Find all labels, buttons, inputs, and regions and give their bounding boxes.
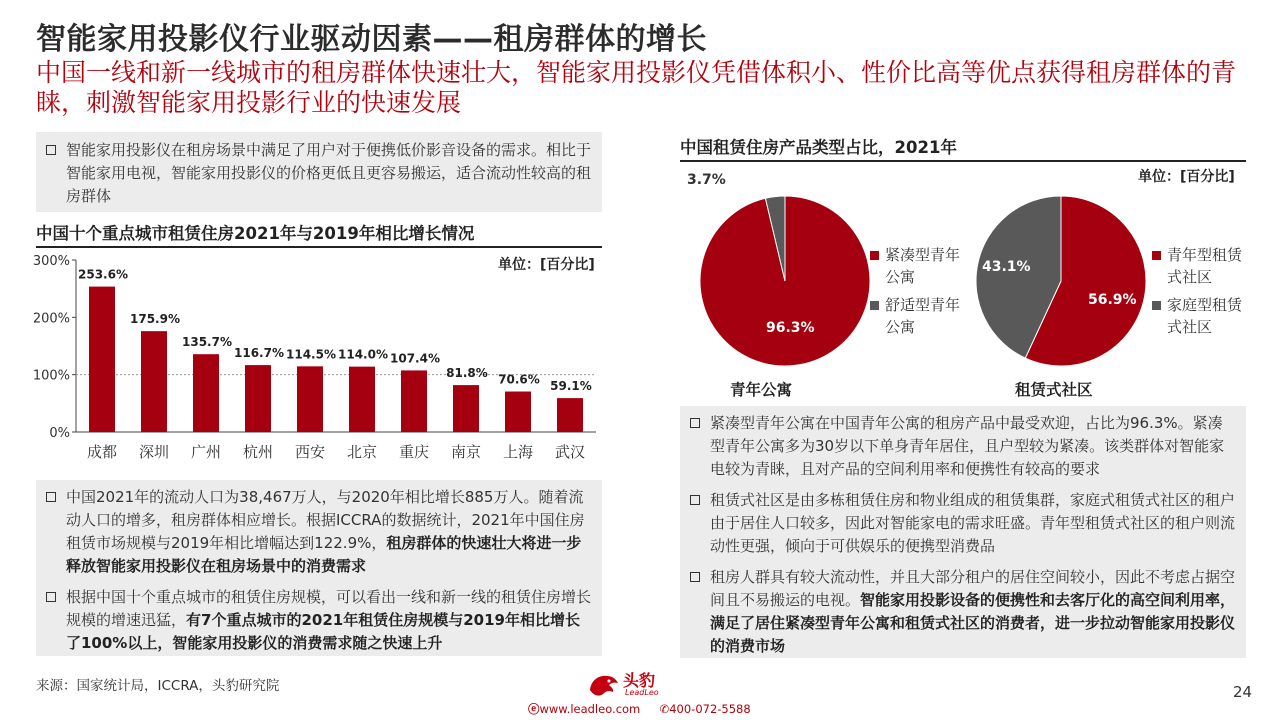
checkbox-bullet-icon: [690, 418, 700, 428]
bar-value-label: 116.7%: [234, 346, 284, 361]
y-tick-label: 200%: [32, 311, 70, 327]
x-category-label: 北京: [346, 443, 378, 461]
footer-links: [528, 701, 751, 717]
checkbox-bullet-icon: [690, 495, 700, 505]
bar-value-label: 175.9%: [130, 312, 180, 327]
legend-swatch: [1152, 251, 1161, 260]
x-category-label: 西安: [294, 443, 326, 461]
checkbox-bullet-icon: [46, 592, 56, 602]
bar-chart-title: 中国十个重点城市租赁住房2021年与2019年相比增长情况: [36, 224, 475, 243]
growth-paragraph-1-bold: 租房群体的快速壮大将进一步释放智能家用投影仪在租房场景中的消费需求: [66, 534, 582, 575]
bar-杭州: [245, 365, 271, 432]
bar-value-label: 114.0%: [338, 347, 388, 362]
bar-南京: [453, 385, 479, 432]
bar-北京: [349, 367, 375, 432]
growth-paragraph-2: [66, 586, 592, 655]
web-icon: ⓔ: [528, 702, 540, 716]
legend-swatch: [870, 301, 879, 310]
x-category-label: 重庆: [398, 443, 430, 461]
pie-chart-unit: 单位：[百分比]: [1138, 169, 1235, 185]
leopard-icon: [587, 670, 621, 700]
bar-value-label: 253.6%: [78, 267, 128, 282]
growth-analysis-box: [36, 480, 602, 656]
bar-chart-unit: 单位：[百分比]: [498, 257, 595, 273]
pie1-label-small: 3.7%: [687, 172, 726, 188]
phone-icon: ✆: [659, 702, 670, 716]
x-category-label: 上海: [502, 443, 534, 461]
checkbox-bullet-icon: [690, 572, 700, 582]
x-category-label: 成都: [86, 443, 118, 461]
checkbox-bullet-icon: [46, 492, 56, 502]
pie2-legend: [1152, 244, 1242, 344]
source-note: 来源：国家统计局，ICCRA，头豹研究院: [36, 678, 280, 694]
bar-value-label: 135.7%: [182, 335, 232, 350]
website-link[interactable]: www.leadleo.com: [539, 702, 641, 716]
legend-label: 紧凑型青年公寓: [885, 246, 961, 286]
pie2-label-small: 43.1%: [982, 259, 1031, 275]
rental-paragraph-1: 紧凑型青年公寓在中国青年公寓的租房产品中最受欢迎，占比为96.3%。紧凑型青年公寓多为30岁以下单身青年居住，且户型较为紧凑。该类群体对智能家电较为青睐，且对产品的空间利用率和便携性有较高的要求: [710, 414, 1225, 478]
legend-item: [1152, 244, 1242, 288]
pie-chart-title: 中国租赁住房产品类型占比，2021年: [680, 138, 957, 157]
rental-paragraph-2: 租赁式社区是由多栋租赁住房和物业组成的租赁集群，家庭式租赁式社区的租户由于居住人口较多，因此对智能家电的需求旺盛。青年型租赁式社区的租户则流动性更强，倾向于可供娱乐的便携型消费品: [710, 491, 1236, 555]
pie1-label-large: 96.3%: [766, 320, 815, 336]
growth-paragraph-2-text: 根据中国十个重点城市的租赁住房规模，可以看出一线和新一线的租赁住房增长规模的增速迅猛，: [66, 588, 592, 629]
page-number: 24: [1233, 683, 1253, 701]
bar-上海: [505, 392, 531, 432]
growth-paragraph-1: [66, 486, 592, 578]
intro-text: 智能家用投影仪在租房场景中满足了用户对于便携低价影音设备的需求。相比于智能家用电视，智能家用投影仪的价格更低且更容易搬运，适合流动性较高的租房群体: [66, 141, 592, 205]
legend-label: 青年型租赁式社区: [1167, 246, 1243, 286]
checkbox-bullet-icon: [46, 145, 56, 155]
rental-paragraph-3-text: 租房人群具有较大流动性，并且大部分租户的居住空间较小，因此不考虑占据空间且不易搬运的电视。: [710, 568, 1236, 609]
rental-paragraph-3-bold: 智能家用投影设备的便携性和去客厅化的高空间利用率，满足了居住紧凑型青年公寓和租赁式社区的消费者，进一步拉动智能家用投影仪的消费市场: [710, 591, 1236, 655]
pie-chart-title-underline: [680, 160, 1246, 162]
rental-paragraph-3: [710, 566, 1236, 658]
legend-label: 舒适型青年公寓: [885, 296, 961, 336]
x-category-label: 杭州: [242, 443, 274, 461]
y-tick-label: 0%: [49, 426, 70, 441]
legend-label: 家庭型租赁式社区: [1167, 296, 1243, 336]
legend-item: [1152, 294, 1242, 338]
page-subtitle: 中国一线和新一线城市的租房群体快速壮大，智能家用投影仪凭借体积小、性价比高等优点获得租房群体的青睐，刺激智能家用投影行业的快速发展: [36, 58, 1237, 117]
leadleo-logo: [587, 668, 667, 702]
bar-武汉: [557, 398, 583, 432]
legend-item: [870, 244, 960, 288]
logo-subtext: LeadLeo: [625, 688, 659, 697]
pie1-legend: [870, 244, 960, 344]
bar-value-label: 59.1%: [550, 379, 592, 394]
y-tick-label: 300%: [32, 254, 70, 269]
bar-深圳: [141, 331, 167, 432]
growth-paragraph-1-text: 中国2021年的流动人口为38,467万人，与2020年相比增长885万人。随着流动人口的增多，租房群体相应增长。根据ICCRA的数据统计，2021年中国住房租赁市场规模与2019年相比增幅达到122.9%，: [66, 488, 585, 552]
legend-swatch: [1152, 301, 1161, 310]
x-category-label: 广州: [190, 443, 222, 461]
bar-西安: [297, 366, 323, 432]
rental-analysis-box: [680, 406, 1246, 658]
y-tick-label: 100%: [32, 368, 70, 384]
pie1-caption: 青年公寓: [730, 381, 793, 399]
legend-swatch: [870, 251, 879, 260]
bar-重庆: [401, 370, 427, 432]
page-title: 智能家用投影仪行业驱动因素——租房群体的增长: [36, 22, 707, 57]
bar-chart: [30, 248, 610, 468]
phone-number: 400-072-5588: [669, 702, 751, 716]
bar-value-label: 114.5%: [286, 347, 336, 362]
growth-paragraph-2-bold: 有7个重点城市的2021年租赁住房规模与2019年相比增长了100%以上，智能家用投影仪的消费需求随之快速上升: [66, 611, 580, 652]
pie2-caption: 租赁式社区: [1015, 381, 1093, 399]
logo-text: 头豹: [623, 671, 656, 690]
bar-value-label: 81.8%: [446, 366, 488, 381]
bar-value-label: 70.6%: [498, 372, 540, 387]
bar-value-label: 107.4%: [390, 351, 440, 366]
x-category-label: 武汉: [554, 443, 586, 461]
bar-广州: [193, 354, 219, 432]
pie2-label-large: 56.9%: [1088, 292, 1137, 308]
x-category-label: 深圳: [138, 443, 170, 461]
legend-item: [870, 294, 960, 338]
intro-box: [36, 132, 602, 212]
bar-成都: [89, 287, 115, 432]
x-category-label: 南京: [450, 443, 482, 461]
